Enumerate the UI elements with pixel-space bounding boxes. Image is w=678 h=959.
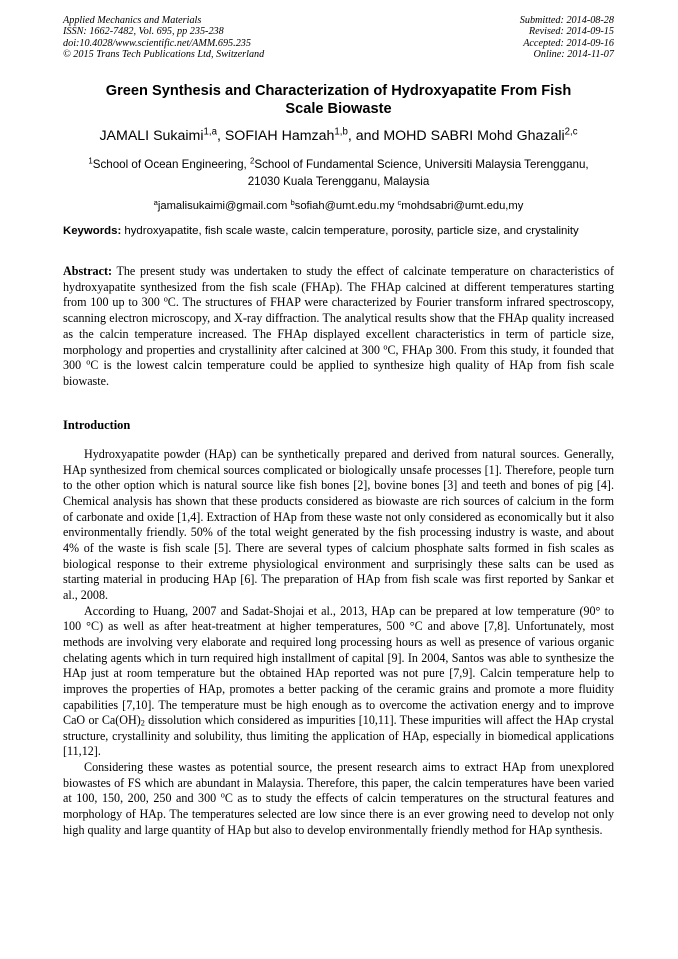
- affiliation-line-1: [63, 157, 614, 174]
- online-date: Online: 2014-11-07: [533, 49, 614, 61]
- journal-header-left: [63, 15, 264, 61]
- email-link[interactable]: mohdsabri@umt.edu,my: [401, 200, 524, 212]
- abstract: [63, 264, 614, 390]
- email-marker: a: [153, 197, 158, 207]
- abstract-label: Abstract:: [63, 264, 113, 278]
- revised-date: Revised: 2014-09-15: [528, 26, 614, 38]
- author-affil-marker: 1,a: [203, 126, 217, 138]
- degree-mark: o: [383, 342, 388, 351]
- affil-marker: 1: [88, 156, 93, 166]
- author-name: JAMALI Sukaimi: [99, 128, 204, 144]
- affiliations: [63, 157, 614, 190]
- paragraph-text: According to Huang, 2007 and Sadat-Shojai et al., 2013, HAp can be prepared at low temperature (90° to 100 °C) as well as after heat-treatment at higher temperatures, 500 °C and above [7,8]. Unfortunately, most methods are involving very elaborate and required long processing hours as well as presence of various organic chelating agents which in turn required high installment of capital [9]. In 2004, Santos was able to synthesize the HAp just at room temperature but the obtained HAp reported was not pure [7,9]. Calcin temperature help to improves the properties of HAp, promotes a better packing of the ceramic grains and promote a more fluidity capabilities [7,10]. The temperature must be high enough as to overcome the activation energy and to improve CaO or Ca(OH): [63, 603, 614, 728]
- keywords-text: hydroxyapatite, fish scale waste, calcin temperature, porosity, particle size, and crystalinity: [124, 225, 579, 237]
- paragraph-text: C as to study the effects of calcin temperatures on the structural features and morphology of HAp. The temperatures selected are low since there is an ever growing need to develop not only high quality and large quantity of HAp but also to develop environmentally friendly method for HAp synthesis.: [63, 791, 614, 837]
- author-emails: [63, 199, 614, 213]
- body-paragraph: [63, 604, 614, 761]
- paragraph-text: Considering these wastes as potential source, the present research aims to extract HAp from unexplored biowastes of FS which are abundant in Malaysia. Therefore, this paper, the calcin temperatures have been varied at 100, 150, 200, 250 and 300: [63, 760, 614, 806]
- affiliation-line-2: 21030 Kuala Terengganu, Malaysia: [247, 174, 430, 188]
- affiliation-fundamental-science: School of Fundamental Science, Universiti Malaysia Terengganu,: [254, 158, 589, 171]
- email-link[interactable]: jamalisukaimi@gmail.com: [157, 200, 288, 212]
- author-list: [63, 127, 614, 145]
- email-link[interactable]: sofiah@umt.edu.my: [294, 200, 395, 212]
- paragraph-text: dissolution which considered as impurities [10,11]. These impurities will affect the HAp crystal structure, crystallinity and solubility, thus limiting the application of HAp, especially in biomedical applications [11,12].: [63, 713, 614, 759]
- keywords: [63, 224, 614, 240]
- body-paragraph: [63, 760, 614, 838]
- abstract-text: C, FHAp 300. From this study, it founded that 300: [63, 342, 614, 373]
- body-paragraph: Hydroxyapatite powder (HAp) can be synthetically prepared and derived from natural sources. Generally, HAp synthesized from chemical sources complicated or biologically unsafe processes [1]. Therefore, people turn to the other option which is natural source like fish bones [2], bovine bones [3] and teeth and bones of pig [4]. Chemical analysis has shown that these products considered as biowaste are rich sources of calcium in the form of carbonate and oxide [1,4]. Extraction of HAp from these waste not only considered as economically but it also environmentally friendly. 50% of the total weight generated by the fish processing industry is waste, and about 4% of the waste is fish scale [5]. There are several types of calcium phosphate salts formed in fish scales as biological response to their extreme physiological environment and surprisingly these salts can be used as starting material in producing HAp [6]. The preparation of HAp from fish scale was first reported by Sankar et al., 2008.: [63, 447, 614, 602]
- copyright: © 2015 Trans Tech Publications Ltd, Switzerland: [63, 49, 265, 61]
- section-heading-introduction: Introduction: [63, 418, 131, 432]
- author-separator: ,: [216, 128, 225, 144]
- submitted-date: Submitted: 2014-08-28: [519, 15, 614, 26]
- paper-title: [63, 82, 614, 118]
- abstract-text: The present study was undertaken to study the effect of calcinate temperature on characteristics of hydroxyapatite synthesized from the fish scale (FHAp). The FHAp calcined at different temperatures starting from 100 up to 300: [63, 264, 614, 310]
- author-separator: , and: [347, 128, 384, 144]
- degree-mark: o: [220, 790, 225, 800]
- affil-marker: 2: [250, 156, 255, 166]
- author-name: SOFIAH Hamzah: [224, 128, 335, 144]
- issn: ISSN: 1662-7482, Vol. 695, pp 235-238: [63, 26, 224, 38]
- accepted-date: Accepted: 2014-09-16: [523, 37, 614, 49]
- doi[interactable]: doi:10.4028/www.scientific.net/AMM.695.235: [63, 37, 251, 49]
- introduction-body: [63, 447, 614, 838]
- email-marker: c: [397, 197, 402, 207]
- journal-header-right: [520, 15, 614, 61]
- email-marker: b: [290, 197, 295, 207]
- subscript: 2: [140, 718, 145, 728]
- title-line-2: Scale Biowaste: [285, 101, 392, 117]
- affiliation-ocean-engineering: School of Ocean Engineering,: [92, 158, 250, 171]
- title-line-1: Green Synthesis and Characterization of Hydroxyapatite From Fish: [105, 83, 572, 99]
- author-name: MOHD SABRI Mohd Ghazali: [383, 128, 565, 144]
- abstract-text: C is the lowest calcin temperature could be applied to synthesize high quality of HAp from fish scale biowaste.: [63, 358, 614, 388]
- keywords-label: Keywords:: [63, 225, 122, 237]
- journal-name: Applied Mechanics and Materials: [63, 15, 202, 26]
- author-affil-marker: 2,c: [564, 126, 578, 138]
- author-affil-marker: 1,b: [334, 126, 348, 138]
- degree-mark: o: [86, 357, 91, 367]
- abstract-text: C. The structures of FHAP were characterized by Fourier transform infrared spectroscopy, scanning electron microscopy, and X-ray diffraction. The analytical results show that the FHAp quality increased as the calcin temperature increased. The FHAp displayed excellent characteristics in term of particle size, morphology and properties and crystallinity after calcined at 300: [63, 295, 614, 357]
- degree-mark: o: [163, 294, 168, 304]
